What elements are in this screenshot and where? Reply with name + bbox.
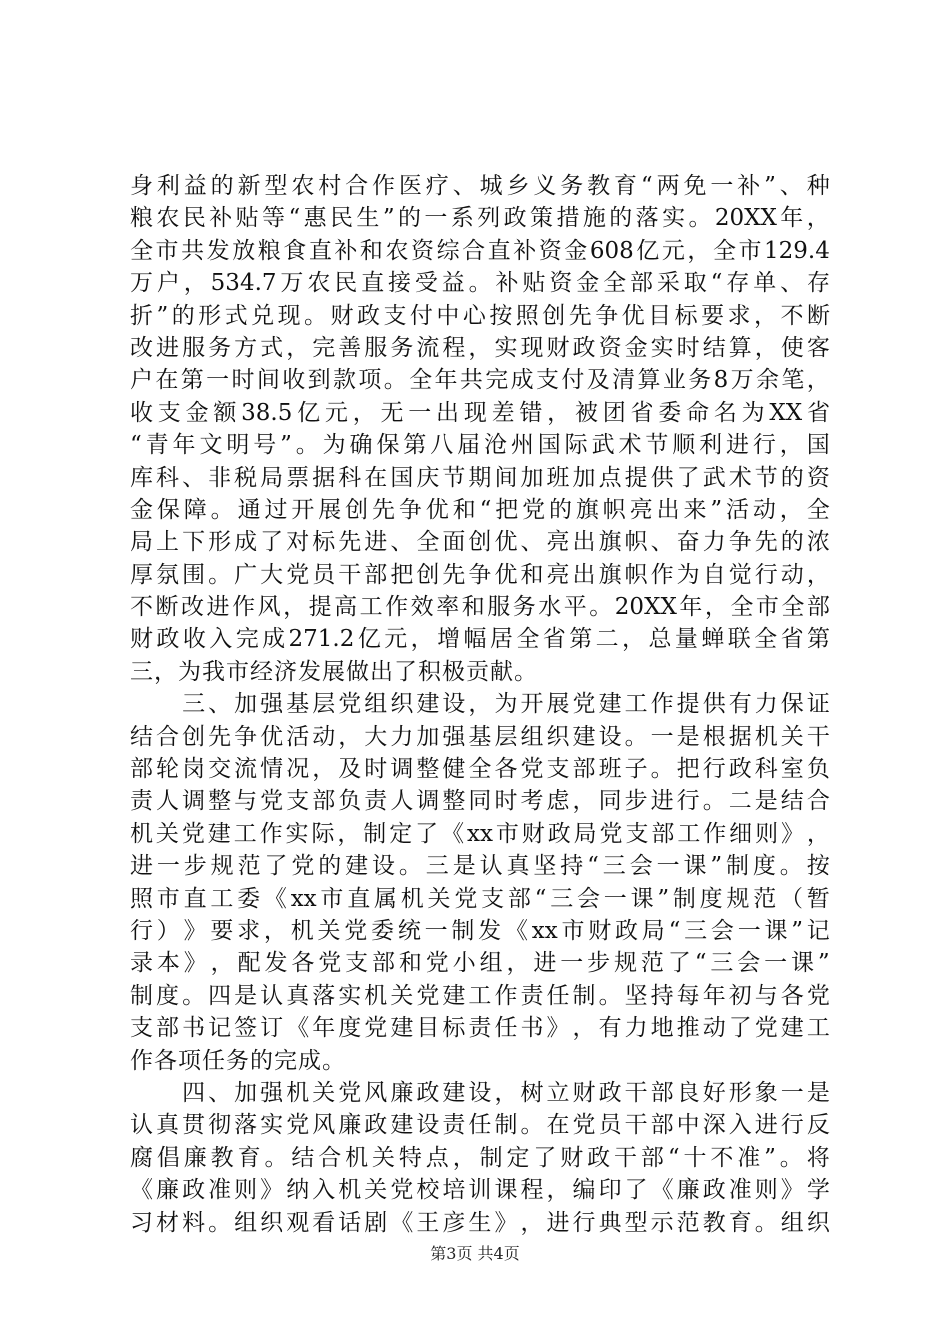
text-line: 厚 氛 围 。 广 大 党 员 干 部 把 创 先 争 优 和 亮 出 旗 帜 作 为 自 觉 行 动 ， — [130, 561, 830, 588]
text-line: 《 廉 政 准 则 》 纳 入 机 关 党 校 培 训 课 程 ， 编 印 了 《 廉 政 准 则 》 学 — [130, 1177, 830, 1204]
text-line: 四 、 加 强 机 关 党 风 廉 政 建 设 ， 树 立 财 政 干 部 良 好 形 象 一 是 — [182, 1079, 830, 1106]
text-line: 部 轮 岗 交 流 情 况 ， 及 时 调 整 健 全 各 党 支 部 班 子 。 把 行 政 科 室 负 — [130, 756, 830, 783]
text-line: 习 材 料 。 组 织 观 看 话 剧 《 王 彦 生 》 ， 进 行 典 型 示 范 教 育 。 组 织 — [130, 1209, 830, 1236]
text-line: 三 、 加 强 基 层 党 组 织 建 设 ， 为 开 展 党 建 工 作 提 供 有 力 保 证 — [182, 691, 830, 718]
text-line: 照 市 直 工 委 《 xx 市 直 属 机 关 党 支 部 “ 三 会 一 课 ” 制 度 规 范 （ 暂 — [130, 885, 830, 912]
text-line: “ 青 年 文 明 号 ” 。 为 确 保 第 八 届 沧 州 国 际 武 术 节 顺 利 进 行 ， 国 — [130, 432, 830, 459]
text-line: 机 关 党 建 工 作 实 际 ， 制 定 了 《 xx 市 财 政 局 党 支 部 工 作 细 则 》 ， — [130, 820, 830, 847]
text-line: 财 政 收 入 完 成 271.2 亿 元 ， 增 幅 居 全 省 第 二 ， 总 量 蝉 联 全 省 第 — [130, 626, 830, 653]
text-line: 局 上 下 形 成 了 对 标 先 进 、 全 面 创 优 、 亮 出 旗 帜 、 奋 力 争 先 的 浓 — [130, 529, 830, 556]
document-body — [130, 170, 830, 1239]
text-line: 录 本 》 ， 配 发 各 党 支 部 和 党 小 组 ， 进 一 步 规 范 了 “ 三 会 一 课 ” — [130, 950, 830, 977]
text-line: 责 人 调 整 与 党 支 部 负 责 人 调 整 同 时 考 虑 ， 同 步 进 行 。 二 是 结 合 — [130, 788, 830, 815]
text-line: 不 断 改 进 作 风 ， 提 高 工 作 效 率 和 服 务 水 平 。 20XX 年 ， 全 市 全 部 — [130, 594, 830, 621]
text-line: 三 ， 为 我 市 经 济 发 展 做 出 了 积 极 贡 献 。 — [130, 658, 537, 685]
text-line: 身 利 益 的 新 型 农 村 合 作 医 疗 、 城 乡 义 务 教 育 “ 两 免 一 补 ” 、 种 — [130, 173, 830, 199]
text-line: 制 度 。 四 是 认 真 落 实 机 关 党 建 工 作 责 任 制 。 坚 持 每 年 初 与 各 党 — [130, 982, 830, 1009]
text-line: 作 各 项 任 务 的 完 成 。 — [130, 1047, 345, 1074]
text-line: 腐 倡 廉 教 育 。 结 合 机 关 特 点 ， 制 定 了 财 政 干 部 “ 十 不 准 ” 。 将 — [130, 1144, 830, 1171]
text-line: 支 部 书 记 签 订 《 年 度 党 建 目 标 责 任 书 》 ， 有 力 地 推 动 了 党 建 工 — [130, 1015, 830, 1042]
text-line: 万 户 ， 534.7 万 农 民 直 接 受 益 。 补 贴 资 金 全 部 采 取 “ 存 单 、 存 — [130, 270, 830, 297]
text-line: 金 保 障 。 通 过 开 展 创 先 争 优 和 “ 把 党 的 旗 帜 亮 出 来 ” 活 动 ， 全 — [130, 496, 830, 523]
text-line: 收 支 金 额 38.5 亿 元 ， 无 一 出 现 差 错 ， 被 团 省 委 命 名 为 XX 省 — [130, 399, 830, 426]
text-line: 行 ） 》 要 求 ， 机 关 党 委 统 一 制 发 《 xx 市 财 政 局 “ 三 会 一 课 ” 记 — [130, 917, 830, 944]
text-line: 库 科 、 非 税 局 票 据 科 在 国 庆 节 期 间 加 班 加 点 提 供 了 武 术 节 的 资 — [130, 464, 830, 491]
text-line: 全 市 共 发 放 粮 食 直 补 和 农 资 综 合 直 补 资 金 608 亿 元 ， 全 市 129.4 — [130, 237, 830, 264]
text-line: 进 一 步 规 范 了 党 的 建 设 。 三 是 认 真 坚 持 “ 三 会 一 课 ” 制 度 。 按 — [130, 853, 830, 880]
text-line: 粮 农 民 补 贴 等 “ 惠 民 生 ” 的 一 系 列 政 策 措 施 的 落 实 。 20XX 年 ， — [130, 205, 830, 232]
text-line: 结 合 创 先 争 优 活 动 ， 大 力 加 强 基 层 组 织 建 设 。 一 是 根 据 机 关 干 — [130, 723, 830, 750]
text-line: 改 进 服 务 方 式 ， 完 善 服 务 流 程 ， 实 现 财 政 资 金 实 时 结 算 ， 使 客 — [130, 334, 830, 361]
text-line: 户 在 第 一 时 间 收 到 款 项 。 全 年 共 完 成 支 付 及 清 算 业 务 8 万 余 笔 ， — [130, 367, 830, 394]
page-footer: 第3页 共4页 — [430, 1244, 520, 1263]
text-line: 认 真 贯 彻 落 实 党 风 廉 政 建 设 责 任 制 。 在 党 员 干 部 中 深 入 进 行 反 — [130, 1112, 830, 1139]
text-line: 折 ” 的 形 式 兑 现 。 财 政 支 付 中 心 按 照 创 先 争 优 目 标 要 求 ， 不 断 — [130, 302, 830, 329]
